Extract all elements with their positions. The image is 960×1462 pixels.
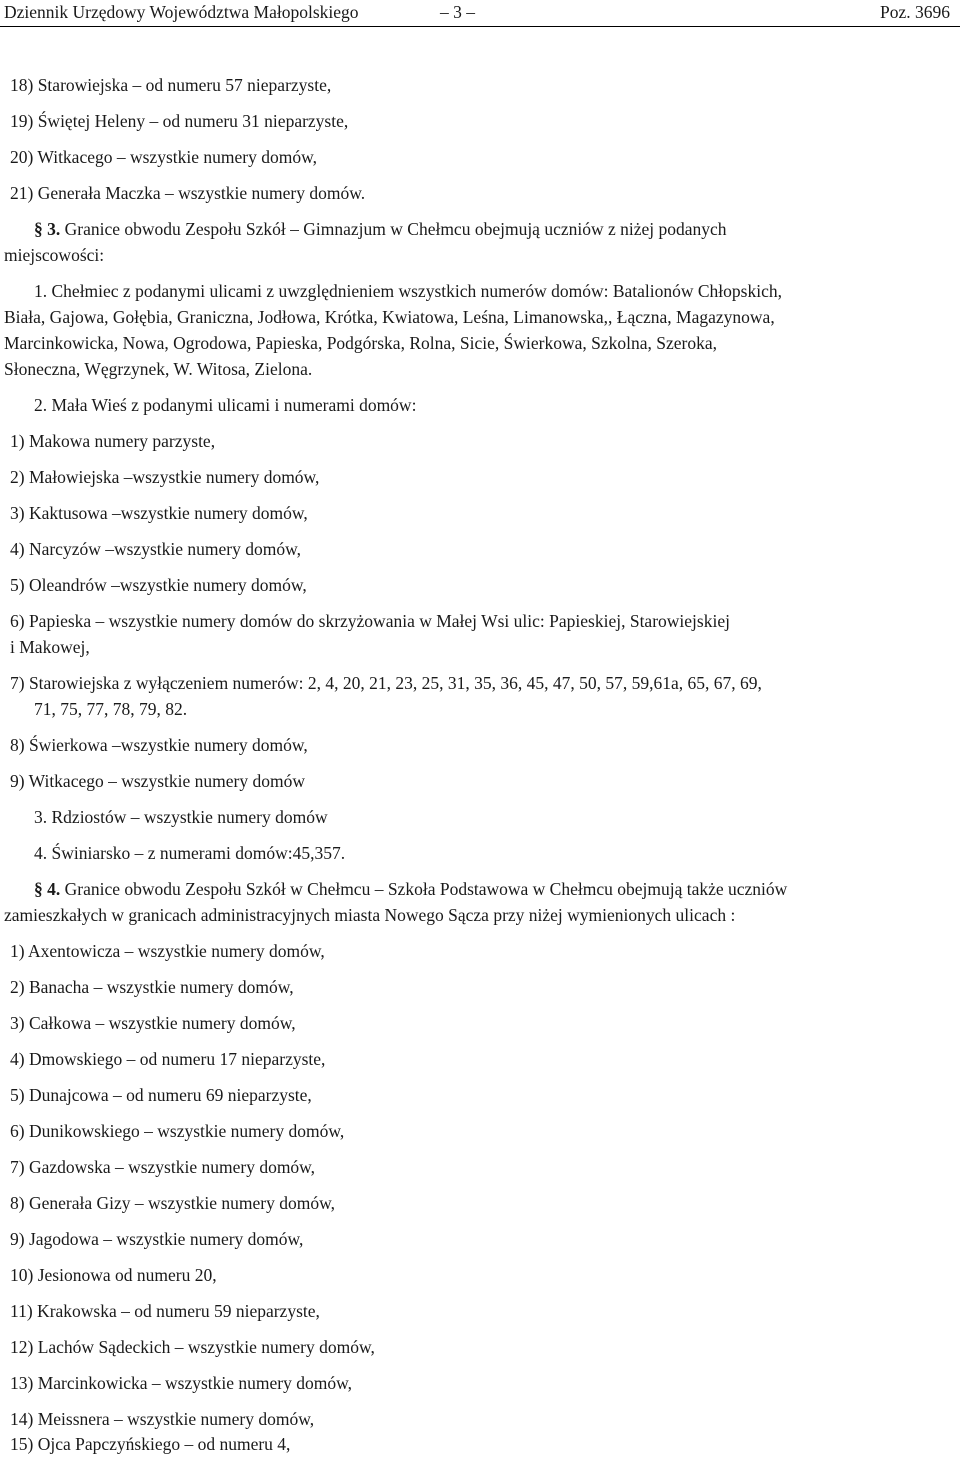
page-header xyxy=(0,0,960,27)
position-number: Poz. 3696 xyxy=(880,2,950,22)
list-item: 11) Krakowska – od numeru 59 nieparzyste, xyxy=(10,1301,320,1321)
list-item: 14) Meissnera – wszystkie numery domów, xyxy=(10,1409,315,1429)
paragraph-line: Marcinkowicka, Nowa, Ogrodowa, Papieska, Podgórska, Rolna, Sicie, Świerkowa, Szkolna, Szeroka, xyxy=(4,333,717,353)
list-item: 7) Gazdowska – wszystkie numery domów, xyxy=(10,1157,316,1177)
list-item: 12) Lachów Sądeckich – wszystkie numery domów, xyxy=(10,1337,375,1357)
list-item: 8) Świerkowa –wszystkie numery domów, xyxy=(10,735,308,755)
journal-title: Dziennik Urzędowy Województwa Małopolskiego xyxy=(4,2,359,22)
list-item: 1) Makowa numery parzyste, xyxy=(10,431,216,451)
section-mark: § 3. xyxy=(34,219,61,239)
list-item: 71, 75, 77, 78, 79, 82. xyxy=(34,699,188,719)
section-4-heading xyxy=(0,877,956,902)
paragraph-line: 2. Mała Wieś z podanymi ulicami i numerami domów: xyxy=(34,395,417,415)
list-item: 18) Starowiejska – od numeru 57 nieparzyste, xyxy=(10,75,332,95)
list-item: 15) Ojca Papczyńskiego – od numeru 4, xyxy=(10,1434,291,1454)
list-item: 13) Marcinkowicka – wszystkie numery domów, xyxy=(10,1373,352,1393)
section-mark: § 4. xyxy=(34,879,61,899)
paragraph-line: 1. Chełmiec z podanymi ulicami z uwzględnieniem wszystkich numerów domów: Batalionów Chłopskich, xyxy=(34,281,782,301)
list-item: 8) Generała Gizy – wszystkie numery domów, xyxy=(10,1193,335,1213)
section-text: Granice obwodu Zespołu Szkół w Chełmcu – Szkoła Podstawowa w Chełmcu obejmują także uczniów xyxy=(64,879,788,899)
section-3-heading xyxy=(0,217,956,242)
list-item: 4) Dmowskiego – od numeru 17 nieparzyste, xyxy=(10,1049,326,1069)
list-item: 9) Witkacego – wszystkie numery domów xyxy=(10,771,305,791)
list-item: 10) Jesionowa od numeru 20, xyxy=(10,1265,217,1285)
list-item: 3) Całkowa – wszystkie numery domów, xyxy=(10,1013,296,1033)
section-text: Granice obwodu Zespołu Szkół – Gimnazjum w Chełmcu obejmują uczniów z niżej podanych xyxy=(64,219,727,239)
list-item: 21) Generała Maczka – wszystkie numery domów. xyxy=(10,183,366,203)
list-item: 6) Dunikowskiego – wszystkie numery domów, xyxy=(10,1121,345,1141)
section-text: zamieszkałych w granicach administracyjnych miasta Nowego Sącza przy niżej wymienionych ulicach : xyxy=(4,905,736,925)
section-text: miejscowości: xyxy=(4,245,105,265)
list-item: 7) Starowiejska z wyłączeniem numerów: 2, 4, 20, 21, 23, 25, 31, 35, 36, 45, 47, 50, 57, 59,61a, 65, 67, 69, xyxy=(10,673,762,693)
list-item: 6) Papieska – wszystkie numery domów do skrzyżowania w Małej Wsi ulic: Papieskiej, Starowiejskiej xyxy=(10,611,730,631)
list-item: 4) Narcyzów –wszystkie numery domów, xyxy=(10,539,301,559)
list-item: 5) Dunajcowa – od numeru 69 nieparzyste, xyxy=(10,1085,312,1105)
list-item: 19) Świętej Heleny – od numeru 31 nieparzyste, xyxy=(10,111,349,131)
paragraph-line: Słoneczna, Węgrzynek, W. Witosa, Zielona. xyxy=(4,359,313,379)
list-item: 4. Świniarsko – z numerami domów:45,357. xyxy=(34,843,346,863)
list-item: 9) Jagodowa – wszystkie numery domów, xyxy=(10,1229,304,1249)
list-item: 5) Oleandrów –wszystkie numery domów, xyxy=(10,575,307,595)
list-item: 3) Kaktusowa –wszystkie numery domów, xyxy=(10,503,308,523)
list-item: 1) Axentowicza – wszystkie numery domów, xyxy=(10,941,325,961)
document-body xyxy=(0,27,960,1457)
list-item: 2) Małowiejska –wszystkie numery domów, xyxy=(10,467,320,487)
page-number: – 3 – xyxy=(440,2,475,22)
list-item: 20) Witkacego – wszystkie numery domów, xyxy=(10,147,317,167)
list-item: i Makowej, xyxy=(10,637,90,657)
list-item: 3. Rdziostów – wszystkie numery domów xyxy=(34,807,328,827)
paragraph-line: Biała, Gajowa, Gołębia, Graniczna, Jodłowa, Krótka, Kwiatowa, Leśna, Limanowska,, Łączna, Magazynowa, xyxy=(4,307,775,327)
list-item: 2) Banacha – wszystkie numery domów, xyxy=(10,977,294,997)
